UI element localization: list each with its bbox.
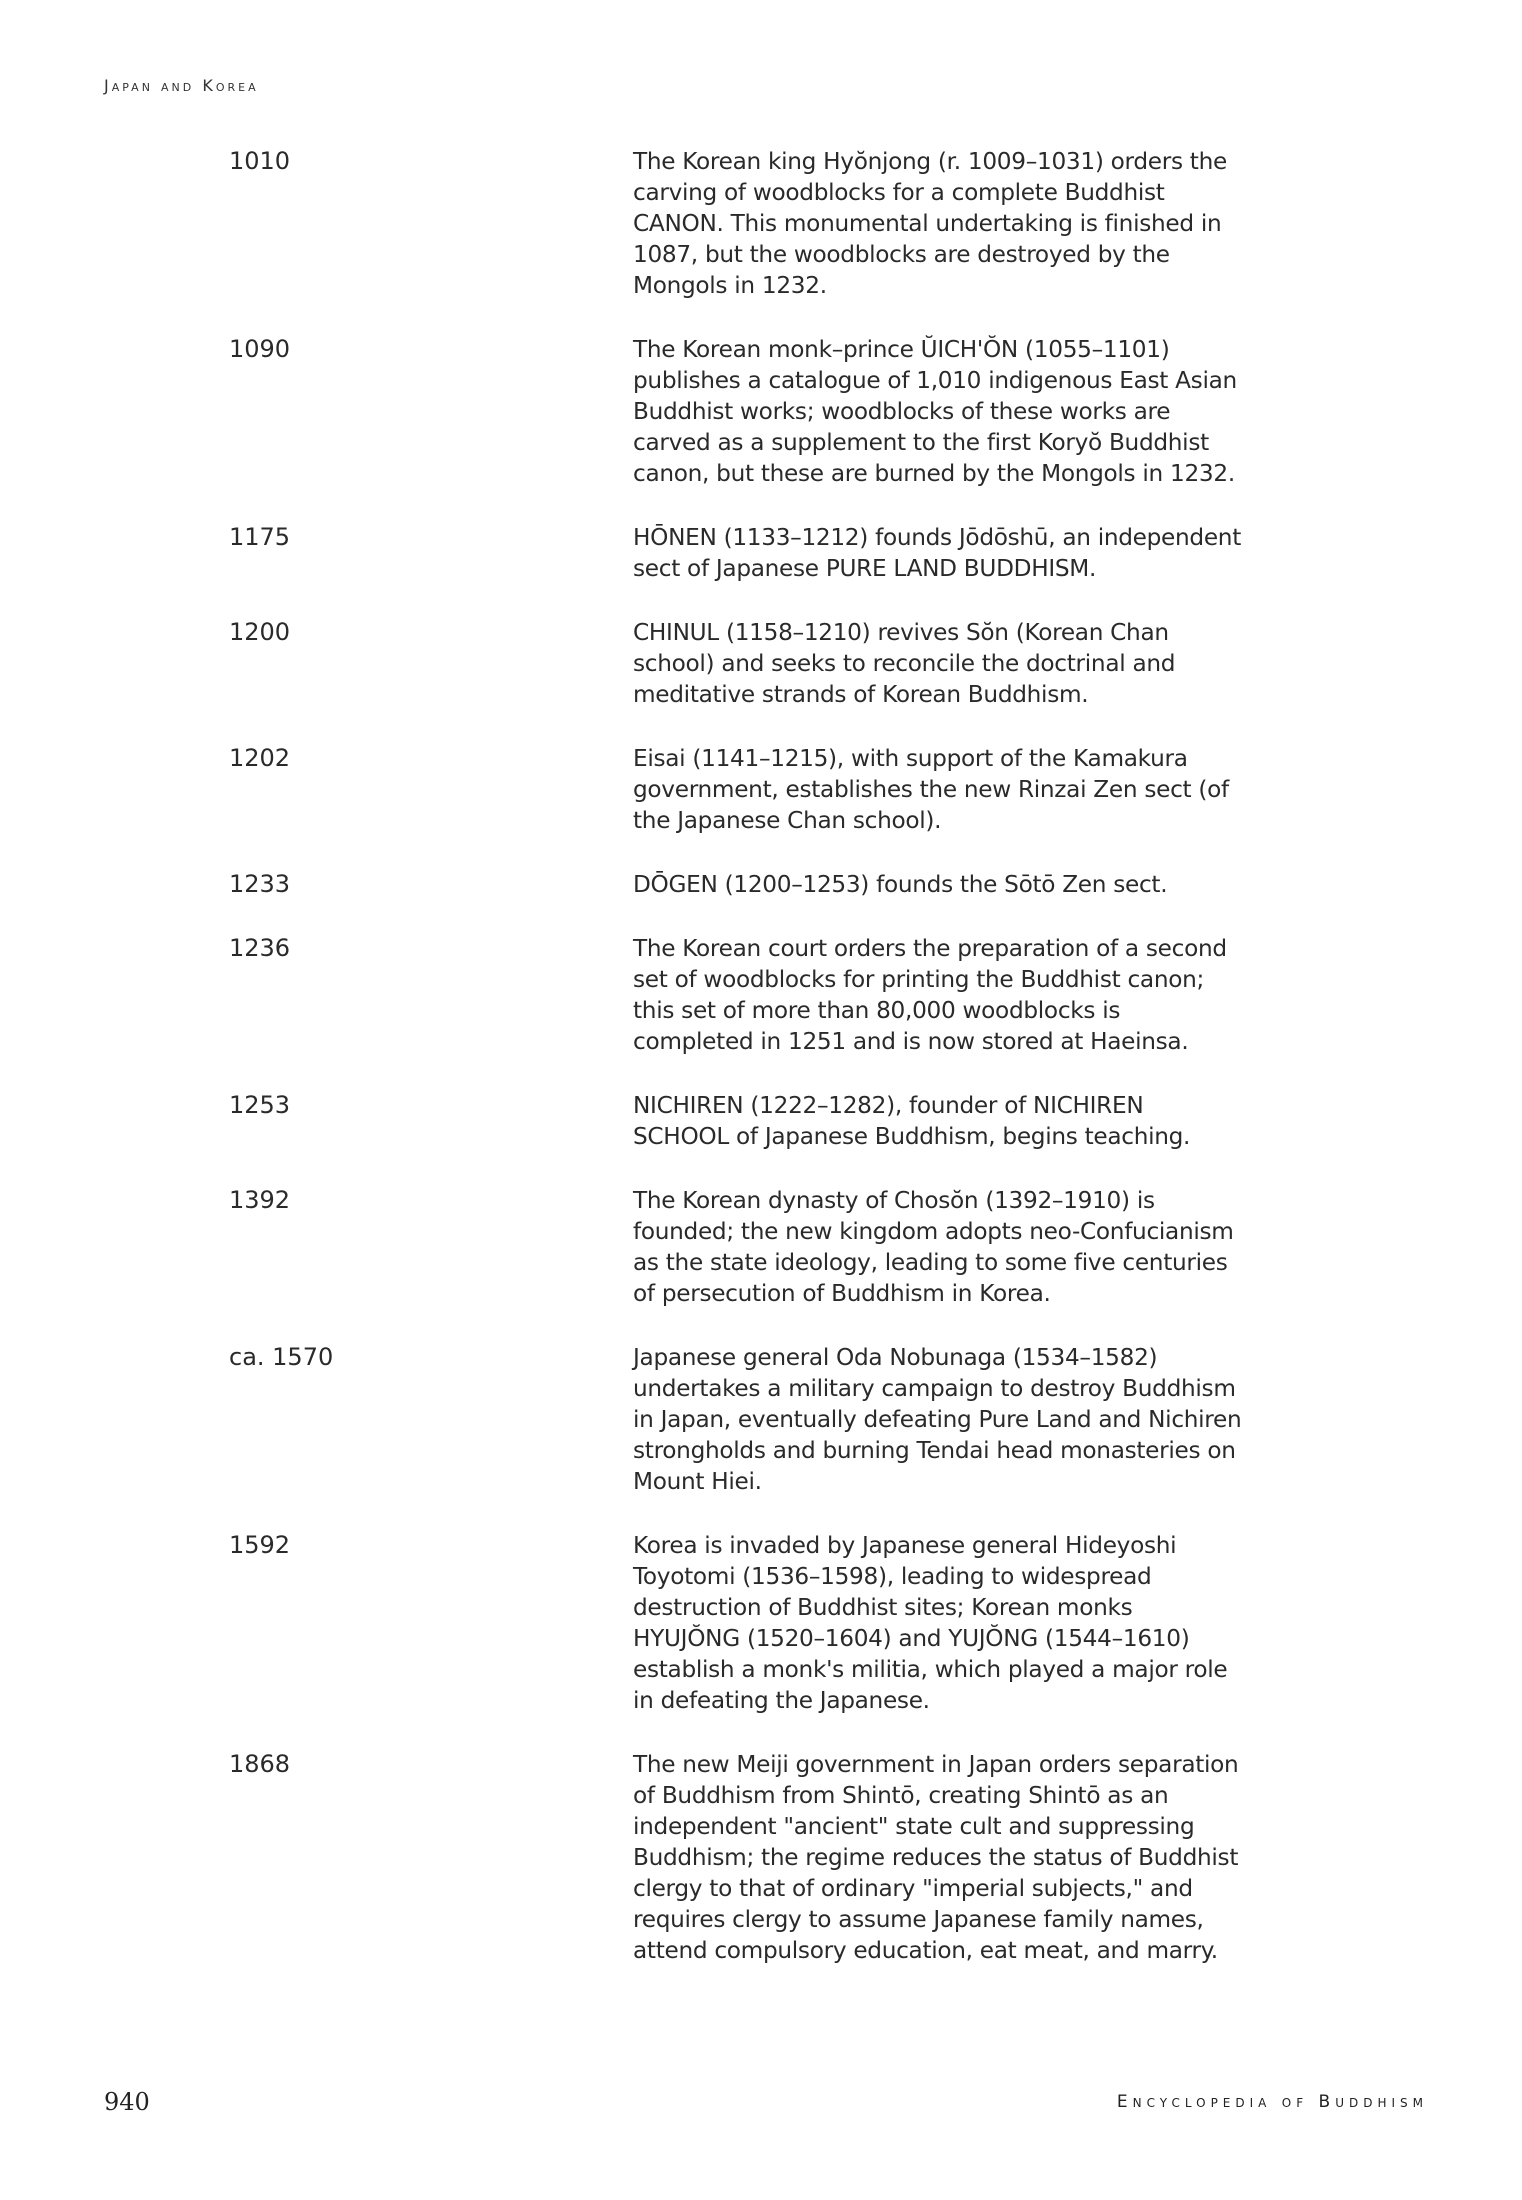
entry-date: 1868	[229, 1750, 291, 1778]
page-number: 940	[104, 2088, 150, 2116]
entry-text: The Korean dynasty of Chosŏn (1392–1910) is founded; the new kingdom adopts neo-Confucianism as the state ideology, leading to some five centuries of persecution of Buddhism in Korea.	[633, 1187, 1234, 1307]
timeline	[229, 146, 1249, 1999]
timeline-entry	[229, 933, 1249, 1057]
timeline-entry	[229, 334, 1249, 489]
timeline-entry	[229, 743, 1249, 836]
timeline-entry	[229, 1090, 1249, 1152]
timeline-entry	[229, 1749, 1249, 1966]
entry-text: The new Meiji government in Japan orders separation of Buddhism from Shintō, creating Shintō as an independent "ancient" state cult and suppressing Buddhism; the regime reduces the status of Buddhist clergy to that of ordinary "imperial subjects," and requires clergy to assume Japanese family names, attend compulsory education, eat meat, and marry.	[633, 1751, 1239, 1964]
book-title: Encyclopedia of Buddhism	[1116, 2092, 1428, 2112]
entry-text: The Korean king Hyŏnjong (r. 1009–1031) orders the carving of woodblocks for a complete Buddhist CANON. This monumental undertaking is finished in 1087, but the woodblocks are destroyed by the Mongols in 1232.	[633, 148, 1227, 299]
timeline-entry	[229, 1185, 1249, 1309]
entry-text: Korea is invaded by Japanese general Hideyoshi Toyotomi (1536–1598), leading to widespread destruction of Buddhist sites; Korean monks HYUJŎNG (1520–1604) and YUJŎNG (1544–1610) establish a monk's militia, which played a major role in defeating the Japanese.	[633, 1532, 1228, 1714]
entry-date: 1202	[229, 744, 291, 772]
timeline-entry	[229, 1530, 1249, 1716]
timeline-entry	[229, 869, 1249, 900]
entry-date: 1392	[229, 1186, 291, 1214]
running-head: Japan and Korea	[104, 76, 259, 95]
entry-text: Eisai (1141–1215), with support of the Kamakura government, establishes the new Rinzai Zen sect (of the Japanese Chan school).	[633, 745, 1229, 834]
entry-date: 1010	[229, 147, 291, 175]
entry-date: 1233	[229, 870, 291, 898]
entry-text: The Korean monk–prince ŬICH'ŎN (1055–1101) publishes a catalogue of 1,010 indigenous East Asian Buddhist works; woodblocks of these works are carved as a supplement to the first Koryŏ Buddhist canon, but these are burned by the Mongols in 1232.	[633, 336, 1237, 487]
entry-date: 1592	[229, 1531, 291, 1559]
entry-text: Japanese general Oda Nobunaga (1534–1582) undertakes a military campaign to destroy Buddhism in Japan, eventually defeating Pure Land and Nichiren strongholds and burning Tendai head monasteries on Mount Hiei.	[633, 1344, 1242, 1495]
entry-date: 1253	[229, 1091, 291, 1119]
entry-text: NICHIREN (1222–1282), founder of NICHIREN SCHOOL of Japanese Buddhism, begins teaching.	[633, 1092, 1191, 1150]
entry-text: HŌNEN (1133–1212) founds Jōdōshū, an independent sect of Japanese PURE LAND BUDDHISM.	[633, 524, 1241, 582]
timeline-entry	[229, 522, 1249, 584]
entry-date: 1200	[229, 618, 291, 646]
entry-date: 1236	[229, 934, 291, 962]
timeline-entry	[229, 146, 1249, 301]
timeline-entry	[229, 1342, 1249, 1497]
entry-text: The Korean court orders the preparation of a second set of woodblocks for printing the Buddhist canon; this set of more than 80,000 woodblocks is completed in 1251 and is now stored at Haeinsa.	[633, 935, 1227, 1055]
entry-date: 1090	[229, 335, 291, 363]
timeline-entry	[229, 617, 1249, 710]
entry-text: CHINUL (1158–1210) revives Sŏn (Korean Chan school) and seeks to reconcile the doctrinal and meditative strands of Korean Buddhism.	[633, 619, 1176, 708]
entry-date: 1175	[229, 523, 291, 551]
entry-date: ca. 1570	[229, 1343, 334, 1371]
entry-text: DŌGEN (1200–1253) founds the Sōtō Zen sect.	[633, 871, 1168, 898]
